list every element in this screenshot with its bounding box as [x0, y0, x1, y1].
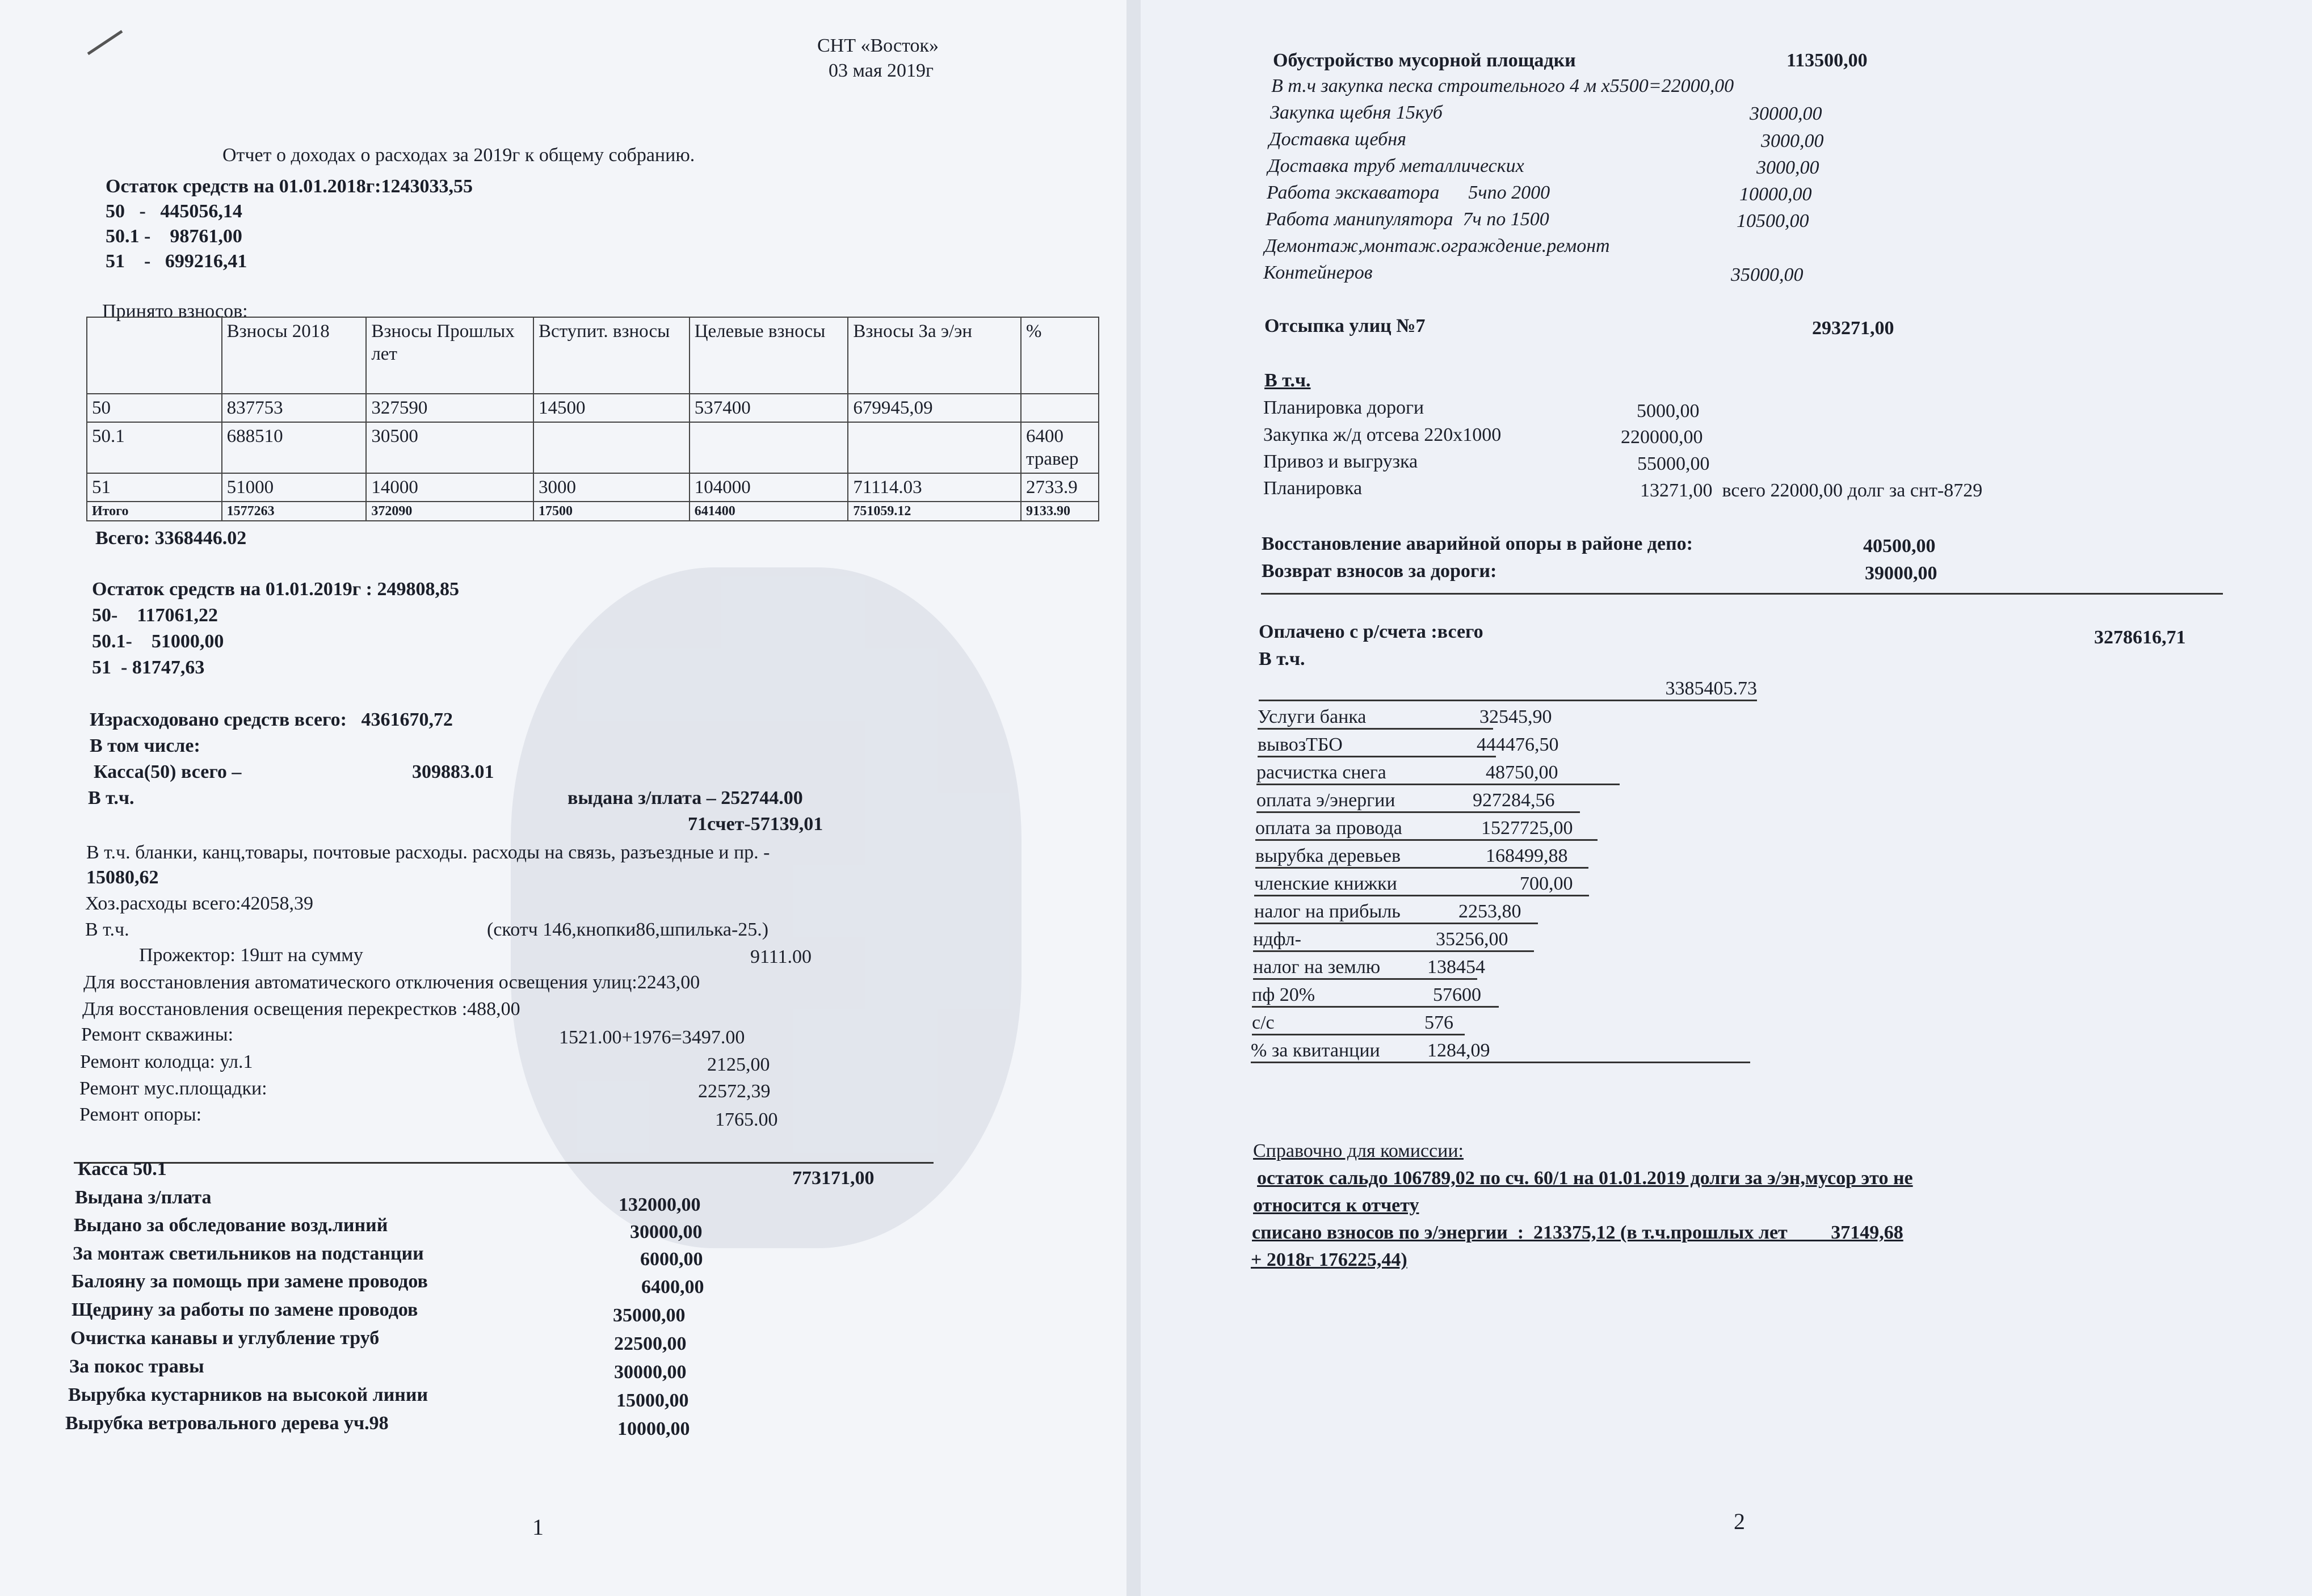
including-label: В том числе:: [90, 735, 200, 756]
item-label: Ремонт скважины:: [81, 1024, 234, 1045]
item-value: 1765.00: [715, 1109, 778, 1130]
table-cell: 50.1: [87, 422, 222, 473]
streets-item-label: Планировка: [1263, 478, 1363, 499]
paid-item-value: 168499,88: [1486, 845, 1568, 866]
paid-vtch: В т.ч.: [1259, 648, 1305, 669]
table-cell: 104000: [690, 473, 848, 502]
table-cell: 30500: [366, 422, 533, 473]
paid-item-value: 700,00: [1520, 873, 1573, 894]
kassa501-item-label: Балояну за помощь при замене проводов: [72, 1271, 428, 1292]
garbage-item-label: Демонтаж,монтаж.ограждение.ремонт: [1264, 235, 1610, 256]
paid-sum: 3385405.73: [1259, 678, 1757, 701]
kassa501-item-value: 10000,00: [617, 1418, 690, 1439]
paid-item-label: ндфл-: [1253, 929, 1534, 952]
garbage-item-value: 10000,00: [1739, 184, 1812, 205]
paid-item-label: вырубка деревьев: [1255, 845, 1588, 869]
kassa501-item-label: Щедрину за работы по замене проводов: [72, 1299, 418, 1320]
item-value: 1521.00+1976=3497.00: [559, 1027, 745, 1048]
streets-item-label: Закупка ж/д отсева 220х1000: [1263, 424, 1502, 445]
kassa501-item-label: Вырубка кустарников на высокой линии: [68, 1384, 428, 1405]
household-total: Хоз.расходы всего:42058,39: [85, 893, 313, 914]
item-label: Для восстановления освещения перекрестков :488,00: [82, 999, 520, 1020]
table-cell: 2733.9: [1021, 473, 1099, 502]
table-cell: 3000: [533, 473, 690, 502]
page-number: 2: [1734, 1509, 1745, 1534]
pen-mark: [85, 28, 125, 57]
paid-item-value: 1284,09: [1427, 1040, 1490, 1061]
table-header: Взносы 2018: [222, 317, 367, 394]
divider: [74, 1162, 934, 1164]
paid-item-label: оплата э/энергии: [1256, 790, 1580, 813]
paid-item-label: % за квитанции: [1251, 1040, 1750, 1063]
kassa501-item-label: Очистка канавы и углубление труб: [70, 1328, 380, 1349]
garbage-item-label: Закупка щебня 15куб: [1270, 102, 1443, 123]
paid-item-label: оплата за провода: [1255, 818, 1598, 841]
table-cell: 50: [87, 394, 222, 422]
kassa501-item-label: За покос травы: [69, 1356, 204, 1377]
table-cell: 372090: [366, 502, 533, 521]
paid-item-label: членские книжки: [1254, 873, 1589, 896]
table-row: [87, 473, 1099, 502]
streets-item-label: Планировка дороги: [1263, 397, 1424, 418]
kassa501-item-value: 22500,00: [614, 1333, 687, 1354]
table-cell: 537400: [690, 394, 848, 422]
garbage-item-label: В т.ч закупка песка строительного 4 м х5500=22000,00: [1271, 75, 1734, 96]
garbage-item-label: Работа экскаватора 5чпо 2000: [1267, 182, 1550, 203]
table-row: [87, 394, 1099, 422]
table-cell: [690, 422, 848, 473]
paid-item-label: налог на прибыль: [1254, 901, 1538, 924]
note-title: Справочно для комиссии:: [1253, 1140, 1464, 1161]
kassa501-item-value: 15000,00: [616, 1390, 689, 1411]
streets-value: 293271,00: [1812, 318, 1894, 339]
paid-item-value: 138454: [1427, 957, 1485, 978]
kassa501-item-value: 35000,00: [613, 1305, 686, 1326]
report-page-2: [1141, 0, 2312, 1596]
table-cell: 837753: [222, 394, 367, 422]
table-cell: [1021, 394, 1099, 422]
table-cell: 688510: [222, 422, 367, 473]
paid-item-value: 35256,00: [1436, 929, 1508, 950]
table-cell: 51: [87, 473, 222, 502]
refund-label: Возврат взносов за дороги:: [1262, 561, 1497, 582]
paid-item-value: 48750,00: [1486, 762, 1558, 783]
streets-item-label: Привоз и выгрузка: [1263, 451, 1418, 472]
table-cell: 6400 травер: [1021, 422, 1099, 473]
table-header-row: [87, 317, 1099, 394]
balance-2019-line: 50- 117061,22: [92, 605, 218, 626]
paid-item-value: 576: [1424, 1012, 1453, 1033]
kassa501-item-label: За монтаж светильников на подстанции: [73, 1243, 424, 1264]
kassa501-label: Касса 50.1: [78, 1159, 167, 1180]
garbage-item-value: 35000,00: [1731, 264, 1804, 285]
support-label: Восстановление аварийной опоры в районе депо:: [1262, 533, 1693, 554]
note-line: списано взносов по э/энергии : 213375,12 (в т.ч.прошлых лет 37149,68: [1252, 1222, 1903, 1243]
paid-item-label: налог на землю: [1253, 957, 1477, 980]
table-cell: 1577263: [222, 502, 367, 521]
table-header: %: [1021, 317, 1099, 394]
streets-item-value: 220000,00: [1621, 427, 1703, 448]
spent-total: Израсходовано средств всего: 4361670,72: [90, 709, 453, 730]
item-label: Ремонт мус.площадки:: [79, 1078, 267, 1099]
balance-2018-line: 51 - 699216,41: [106, 251, 247, 272]
table-row: [87, 422, 1099, 473]
table-cell: 9133.90: [1021, 502, 1099, 521]
paper-shadow: [511, 567, 1022, 1248]
salary-line: выдана з/плата – 252744.00: [568, 788, 803, 808]
item-value: 22572,39: [698, 1081, 771, 1102]
balance-2019-line: 51 - 81747,63: [92, 657, 205, 678]
garbage-item-value: 3000,00: [1756, 157, 1819, 178]
balance-2019-label: Остаток средств на 01.01.2019г : 249808,85: [92, 579, 459, 600]
garbage-item-value: 30000,00: [1750, 103, 1822, 124]
table-cell: [848, 422, 1021, 473]
paid-item-value: 32545,90: [1479, 706, 1552, 727]
kassa501-value: 773171,00: [792, 1168, 875, 1189]
paid-label: Оплачено с р/счета :всего: [1259, 621, 1483, 642]
paid-item-label: с/с: [1252, 1012, 1465, 1035]
table-header: Целевые взносы: [690, 317, 848, 394]
item-label: Для восстановления автоматического отключения освещения улиц:2243,00: [83, 972, 700, 993]
paid-item-label: расчистка снега: [1256, 762, 1620, 785]
blanks-value: 15080,62: [86, 867, 159, 888]
balance-2018-line: 50.1 - 98761,00: [106, 226, 242, 247]
kassa501-item-label: Выдана з/плата: [75, 1187, 212, 1208]
kassa50-value: 309883.01: [412, 761, 494, 782]
vtch-label: В т.ч.: [88, 788, 134, 808]
table-cell: 14000: [366, 473, 533, 502]
scotch-note: (скотч 146,кнопки86,шпилька-25.): [487, 919, 769, 940]
note-line: относится к отчету: [1253, 1195, 1419, 1216]
table-cell: 71114.03: [848, 473, 1021, 502]
paid-item-label: вывозТБО: [1258, 734, 1496, 757]
table-header: Вступит. взносы: [533, 317, 690, 394]
note-line: остаток сальдо 106789,02 по сч. 60/1 на 01.01.2019 долги за э/эн,мусор это не: [1257, 1168, 1913, 1189]
garbage-item-value: 10500,00: [1737, 210, 1809, 231]
org-name: СНТ «Восток»: [817, 35, 939, 56]
balance-2019-line: 50.1- 51000,00: [92, 631, 224, 652]
table-cell: [533, 422, 690, 473]
balance-2018-label: Остаток средств на 01.01.2018г:1243033,55: [106, 176, 473, 197]
kassa501-item-label: Выдано за обследование возд.линий: [74, 1215, 388, 1236]
table-cell: 679945,09: [848, 394, 1021, 422]
item-value: 9111.00: [750, 946, 812, 967]
garbage-item-value: 3000,00: [1761, 130, 1824, 151]
paid-item-value: 1527725,00: [1481, 818, 1573, 839]
streets-item-value: 5000,00: [1637, 401, 1700, 422]
table-header: [87, 317, 222, 394]
garbage-value: 113500,00: [1786, 50, 1868, 71]
kassa501-item-value: 30000,00: [614, 1362, 687, 1383]
paid-item-value: 2253,80: [1458, 901, 1521, 922]
paid-item-label: Услуги банка: [1258, 706, 1493, 730]
table-total-row: [87, 502, 1099, 521]
paid-item-value: 927284,56: [1473, 790, 1555, 811]
garbage-item-label: Доставка щебня: [1269, 129, 1406, 150]
balance-2018-line: 50 - 445056,14: [106, 201, 242, 222]
streets-vtch: В т.ч.: [1264, 370, 1311, 391]
report-page-1: [0, 0, 1126, 1596]
paid-value: 3278616,71: [2094, 627, 2186, 648]
table-cell: 641400: [690, 502, 848, 521]
total-received: Всего: 3368446.02: [95, 528, 247, 549]
kassa501-item-value: 30000,00: [630, 1222, 703, 1243]
table-cell: 327590: [366, 394, 533, 422]
table-cell: Итого: [87, 502, 222, 521]
item-label: Ремонт колодца: ул.1: [80, 1051, 253, 1072]
garbage-item-label: Контейнеров: [1263, 262, 1373, 283]
table-cell: 14500: [533, 394, 690, 422]
table-header: Взносы Прошлых лет: [366, 317, 533, 394]
vtch-label: В т.ч.: [85, 919, 129, 940]
garbage-item-label: Работа манипулятора 7ч по 1500: [1266, 209, 1549, 230]
kassa501-item-label: Вырубка ветровального дерева уч.98: [65, 1413, 389, 1434]
page-number: 1: [532, 1514, 544, 1540]
garbage-item-label: Доставка труб металлических: [1268, 155, 1524, 176]
contributions-table: [86, 317, 1099, 521]
paid-item-label: пф 20%: [1252, 984, 1499, 1008]
garbage-label: Обустройство мусорной площадки: [1273, 50, 1576, 71]
table-header: Взносы За э/эн: [848, 317, 1021, 394]
kassa50-label: Касса(50) всего –: [94, 761, 242, 782]
report-date: 03 мая 2019г: [829, 60, 934, 81]
streets-item-value: 55000,00: [1637, 453, 1710, 474]
table-cell: 751059.12: [848, 502, 1021, 521]
note-line: + 2018г 176225,44): [1251, 1249, 1407, 1270]
streets-label: Отсыпка улиц №7: [1264, 315, 1426, 336]
paid-item-value: 444476,50: [1477, 734, 1559, 755]
kassa501-item-value: 132000,00: [619, 1194, 701, 1215]
kassa501-item-value: 6000,00: [640, 1249, 703, 1270]
item-label: Ремонт опоры:: [79, 1104, 202, 1125]
account-71-line: 71счет-57139,01: [688, 814, 823, 835]
blanks-line: В т.ч. бланки, канц,товары, почтовые расходы. расходы на связь, разъездные и пр. -: [86, 842, 770, 863]
item-value: 2125,00: [707, 1054, 770, 1075]
streets-item-value: 13271,00 всего 22000,00 долг за снт-8729: [1640, 480, 1983, 501]
divider: [1261, 593, 2223, 595]
item-label: Прожектор: 19шт на сумму: [139, 945, 363, 966]
report-title: Отчет о доходах о расходах за 2019г к общему собранию.: [222, 145, 695, 166]
refund-value: 39000,00: [1865, 563, 1937, 584]
table-cell: 17500: [533, 502, 690, 521]
table-cell: 51000: [222, 473, 367, 502]
kassa501-item-value: 6400,00: [641, 1277, 704, 1298]
contributions-caption: Принято взносов:: [102, 301, 248, 322]
paid-item-value: 57600: [1433, 984, 1481, 1005]
support-value: 40500,00: [1863, 536, 1936, 557]
